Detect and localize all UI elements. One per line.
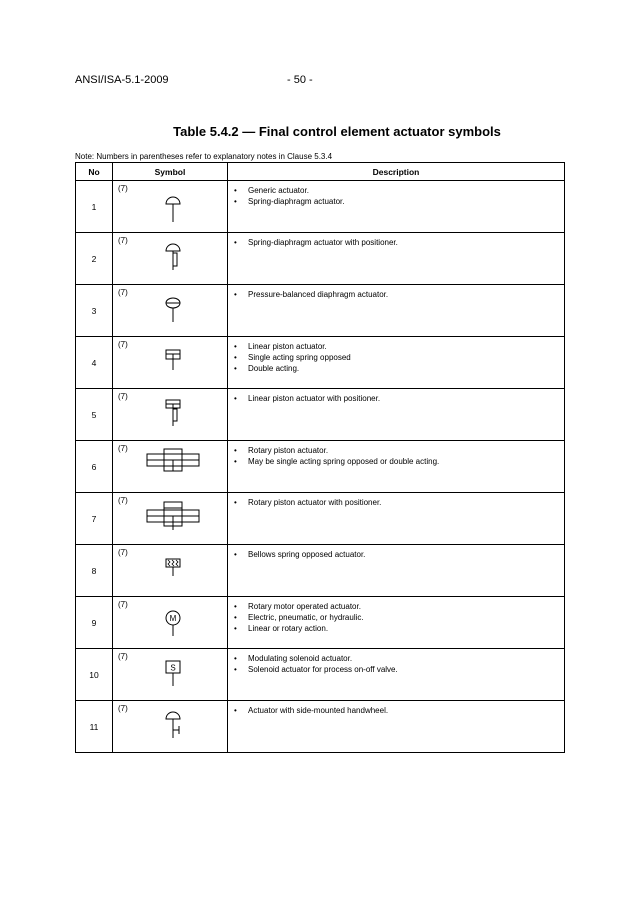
table-row — [76, 181, 565, 233]
bellows-icon — [135, 548, 211, 592]
description-list — [234, 497, 560, 508]
table-row — [76, 493, 565, 545]
description-cell — [228, 493, 565, 545]
description-list — [234, 445, 560, 467]
description-item: • Linear or rotary action. — [234, 623, 560, 634]
description-item: • Actuator with side-mounted handwheel. — [234, 705, 560, 716]
note-reference: (7) — [118, 340, 128, 349]
description-cell — [228, 181, 565, 233]
table-row — [76, 285, 565, 337]
description-cell — [228, 233, 565, 285]
motor-actuator-icon — [135, 600, 211, 644]
actuator-symbols-table — [75, 162, 565, 753]
symbol-cell — [113, 701, 228, 753]
note-reference: (7) — [118, 392, 128, 401]
symbol-letter: S — [170, 663, 176, 673]
table-row — [76, 597, 565, 649]
table-row — [76, 545, 565, 597]
description-cell — [228, 649, 565, 701]
document-id: ANSI/ISA-5.1-2009 — [75, 74, 169, 86]
table-note: Note: Numbers in parentheses refer to explanatory notes in Clause 5.3.4 — [75, 152, 333, 161]
symbol-cell — [113, 285, 228, 337]
symbol-cell — [113, 649, 228, 701]
diaphragm-positioner-icon — [135, 236, 211, 280]
description-item: • Generic actuator. — [234, 185, 560, 196]
symbol-cell — [113, 181, 228, 233]
note-reference: (7) — [118, 652, 128, 661]
description-item: • Solenoid actuator for process on-off valve. — [234, 664, 560, 675]
description-item: • Spring-diaphragm actuator. — [234, 196, 560, 207]
linear-piston-positioner-icon — [135, 392, 211, 436]
note-reference: (7) — [118, 236, 128, 245]
note-reference: (7) — [118, 548, 128, 557]
symbol-cell — [113, 389, 228, 441]
page-number: - 50 - — [287, 74, 313, 86]
table-header-row — [76, 163, 565, 181]
table-row — [76, 389, 565, 441]
description-item: • Spring-diaphragm actuator with positioner. — [234, 237, 560, 248]
description-list — [234, 237, 560, 248]
description-cell — [228, 389, 565, 441]
row-number: 5 — [76, 389, 113, 441]
note-reference: (7) — [118, 704, 128, 713]
symbol-cell — [113, 545, 228, 597]
note-reference: (7) — [118, 288, 128, 297]
pressure-balanced-icon — [135, 288, 211, 332]
symbol-letter: M — [169, 614, 177, 623]
row-number: 6 — [76, 441, 113, 493]
row-number: 1 — [76, 181, 113, 233]
generic-actuator-icon — [135, 184, 211, 228]
description-cell — [228, 441, 565, 493]
rotary-piston-positioner-icon — [135, 496, 211, 540]
description-cell — [228, 285, 565, 337]
description-list — [234, 289, 560, 300]
description-cell — [228, 701, 565, 753]
description-item: • Bellows spring opposed actuator. — [234, 549, 560, 560]
row-number: 11 — [76, 701, 113, 753]
column-header-symbol: Symbol — [113, 163, 228, 181]
description-item: • Pressure-balanced diaphragm actuator. — [234, 289, 560, 300]
table-title: Table 5.4.2 — Final control element actuator symbols — [173, 124, 501, 139]
note-reference: (7) — [118, 184, 128, 193]
note-reference: (7) — [118, 496, 128, 505]
description-item: • Rotary piston actuator with positioner. — [234, 497, 560, 508]
row-number: 9 — [76, 597, 113, 649]
table-row — [76, 649, 565, 701]
description-list — [234, 601, 560, 634]
table-row — [76, 233, 565, 285]
description-item: • Rotary motor operated actuator. — [234, 601, 560, 612]
linear-piston-icon — [135, 340, 211, 384]
description-item: • Rotary piston actuator. — [234, 445, 560, 456]
symbol-cell — [113, 493, 228, 545]
row-number: 2 — [76, 233, 113, 285]
description-item: • Double acting. — [234, 363, 560, 374]
note-reference: (7) — [118, 444, 128, 453]
note-reference: (7) — [118, 600, 128, 609]
symbol-cell — [113, 597, 228, 649]
description-item: • Single acting spring opposed — [234, 352, 560, 363]
symbol-cell — [113, 233, 228, 285]
row-number: 4 — [76, 337, 113, 389]
column-header-no: No — [76, 163, 113, 181]
symbol-cell — [113, 441, 228, 493]
table-row — [76, 337, 565, 389]
description-cell — [228, 545, 565, 597]
column-header-description: Description — [228, 163, 565, 181]
solenoid-actuator-icon — [135, 652, 211, 696]
description-list — [234, 705, 560, 716]
description-cell — [228, 337, 565, 389]
handwheel-actuator-icon — [135, 704, 211, 748]
description-item: • Linear piston actuator with positioner. — [234, 393, 560, 404]
row-number: 8 — [76, 545, 113, 597]
rotary-piston-icon — [135, 444, 211, 488]
row-number: 3 — [76, 285, 113, 337]
row-number: 7 — [76, 493, 113, 545]
description-item: • Modulating solenoid actuator. — [234, 653, 560, 664]
description-list — [234, 549, 560, 560]
description-cell — [228, 597, 565, 649]
description-item: • Linear piston actuator. — [234, 341, 560, 352]
row-number: 10 — [76, 649, 113, 701]
description-item: • Electric, pneumatic, or hydraulic. — [234, 612, 560, 623]
description-item: • May be single acting spring opposed or double acting. — [234, 456, 560, 467]
table-row — [76, 441, 565, 493]
description-list — [234, 653, 560, 675]
table-row — [76, 701, 565, 753]
description-list — [234, 393, 560, 404]
description-list — [234, 341, 560, 374]
symbol-cell — [113, 337, 228, 389]
description-list — [234, 185, 560, 207]
